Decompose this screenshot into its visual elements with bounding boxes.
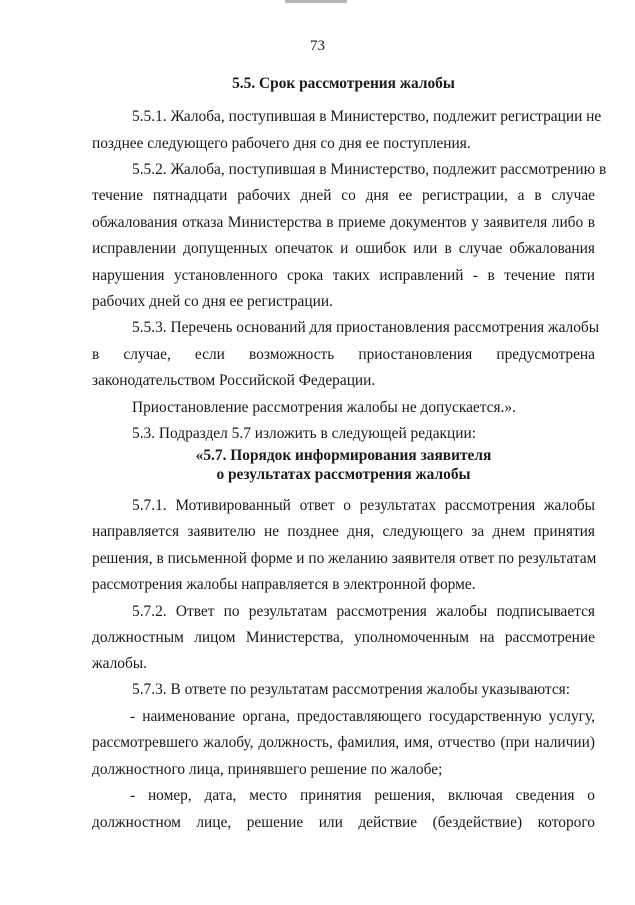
subsection-heading-line2: о результатах рассмотрения жалобы <box>216 466 471 483</box>
paragraph-line: 5.5.3. Перечень оснований для приостановления рассмотрения жалобы <box>132 319 600 336</box>
list-item-line: - номер, дата, место принятия решения, включая сведения о <box>130 787 595 804</box>
list-item-line: - наименование органа, предоставляющего государственную услугу, <box>130 708 595 725</box>
paragraph-line: законодательством Российской Федерации. <box>92 372 376 389</box>
paragraph-line: жалобы. <box>92 655 147 672</box>
paragraph-line: должностным лицом Министерства, уполномоченным на рассмотрение <box>92 629 595 646</box>
paragraph-line: позднее следующего рабочего дня со дня ее поступления. <box>92 135 471 152</box>
list-item-line: должностного лица, принявшего решение по жалобе; <box>92 761 443 778</box>
paragraph-line: 5.5.1. Жалоба, поступившая в Министерство, подлежит регистрации не <box>132 108 602 125</box>
paragraph-line: 5.7.3. В ответе по результатам рассмотрения жалобы указываются: <box>132 681 571 698</box>
paragraph-line: исправлении допущенных опечаток и ошибок или в случае обжалования <box>92 240 595 257</box>
top-edge-mark <box>285 0 347 3</box>
paragraph-line: рабочих дней со дня ее регистрации. <box>92 293 333 310</box>
list-item-line: должностном лице, решение или действие (бездействие) которого <box>92 814 595 831</box>
paragraph-line: 5.5.2. Жалоба, поступившая в Министерство, подлежит рассмотрению в <box>132 161 607 178</box>
page-number: 73 <box>310 38 325 54</box>
paragraph-line: нарушения установленного срока таких исправлений - в течение пяти <box>92 267 595 284</box>
paragraph-line: 5.7.1. Мотивированный ответ о результатах рассмотрения жалобы <box>132 497 595 514</box>
paragraph-line: рассмотрения жалобы направляется в электронной форме. <box>92 576 476 593</box>
paragraph-line: в случае, если возможность приостановления предусмотрена <box>92 346 595 363</box>
list-item-line: рассмотревшего жалобу, должность, фамилия, имя, отчество (при наличии) <box>92 734 595 751</box>
paragraph-line: решения, в письменной форме и по желанию заявителя ответ по результатам <box>92 550 597 567</box>
paragraph-line: течение пятнадцати рабочих дней со дня ее регистрации, а в случае <box>92 187 595 204</box>
paragraph-line: 5.3. Подраздел 5.7 изложить в следующей редакции: <box>132 425 476 442</box>
section-heading: 5.5. Срок рассмотрения жалобы <box>232 75 455 92</box>
subsection-heading-line1: «5.7. Порядок информирования заявителя <box>195 447 492 464</box>
paragraph-line: направляется заявителю не позднее дня, следующего за днем принятия <box>92 523 595 540</box>
paragraph-line: обжалования отказа Министерства в приеме документов у заявителя либо в <box>92 214 595 231</box>
paragraph-line: Приостановление рассмотрения жалобы не допускается.». <box>132 399 516 416</box>
paragraph-line: 5.7.2. Ответ по результатам рассмотрения жалобы подписывается <box>132 603 595 620</box>
